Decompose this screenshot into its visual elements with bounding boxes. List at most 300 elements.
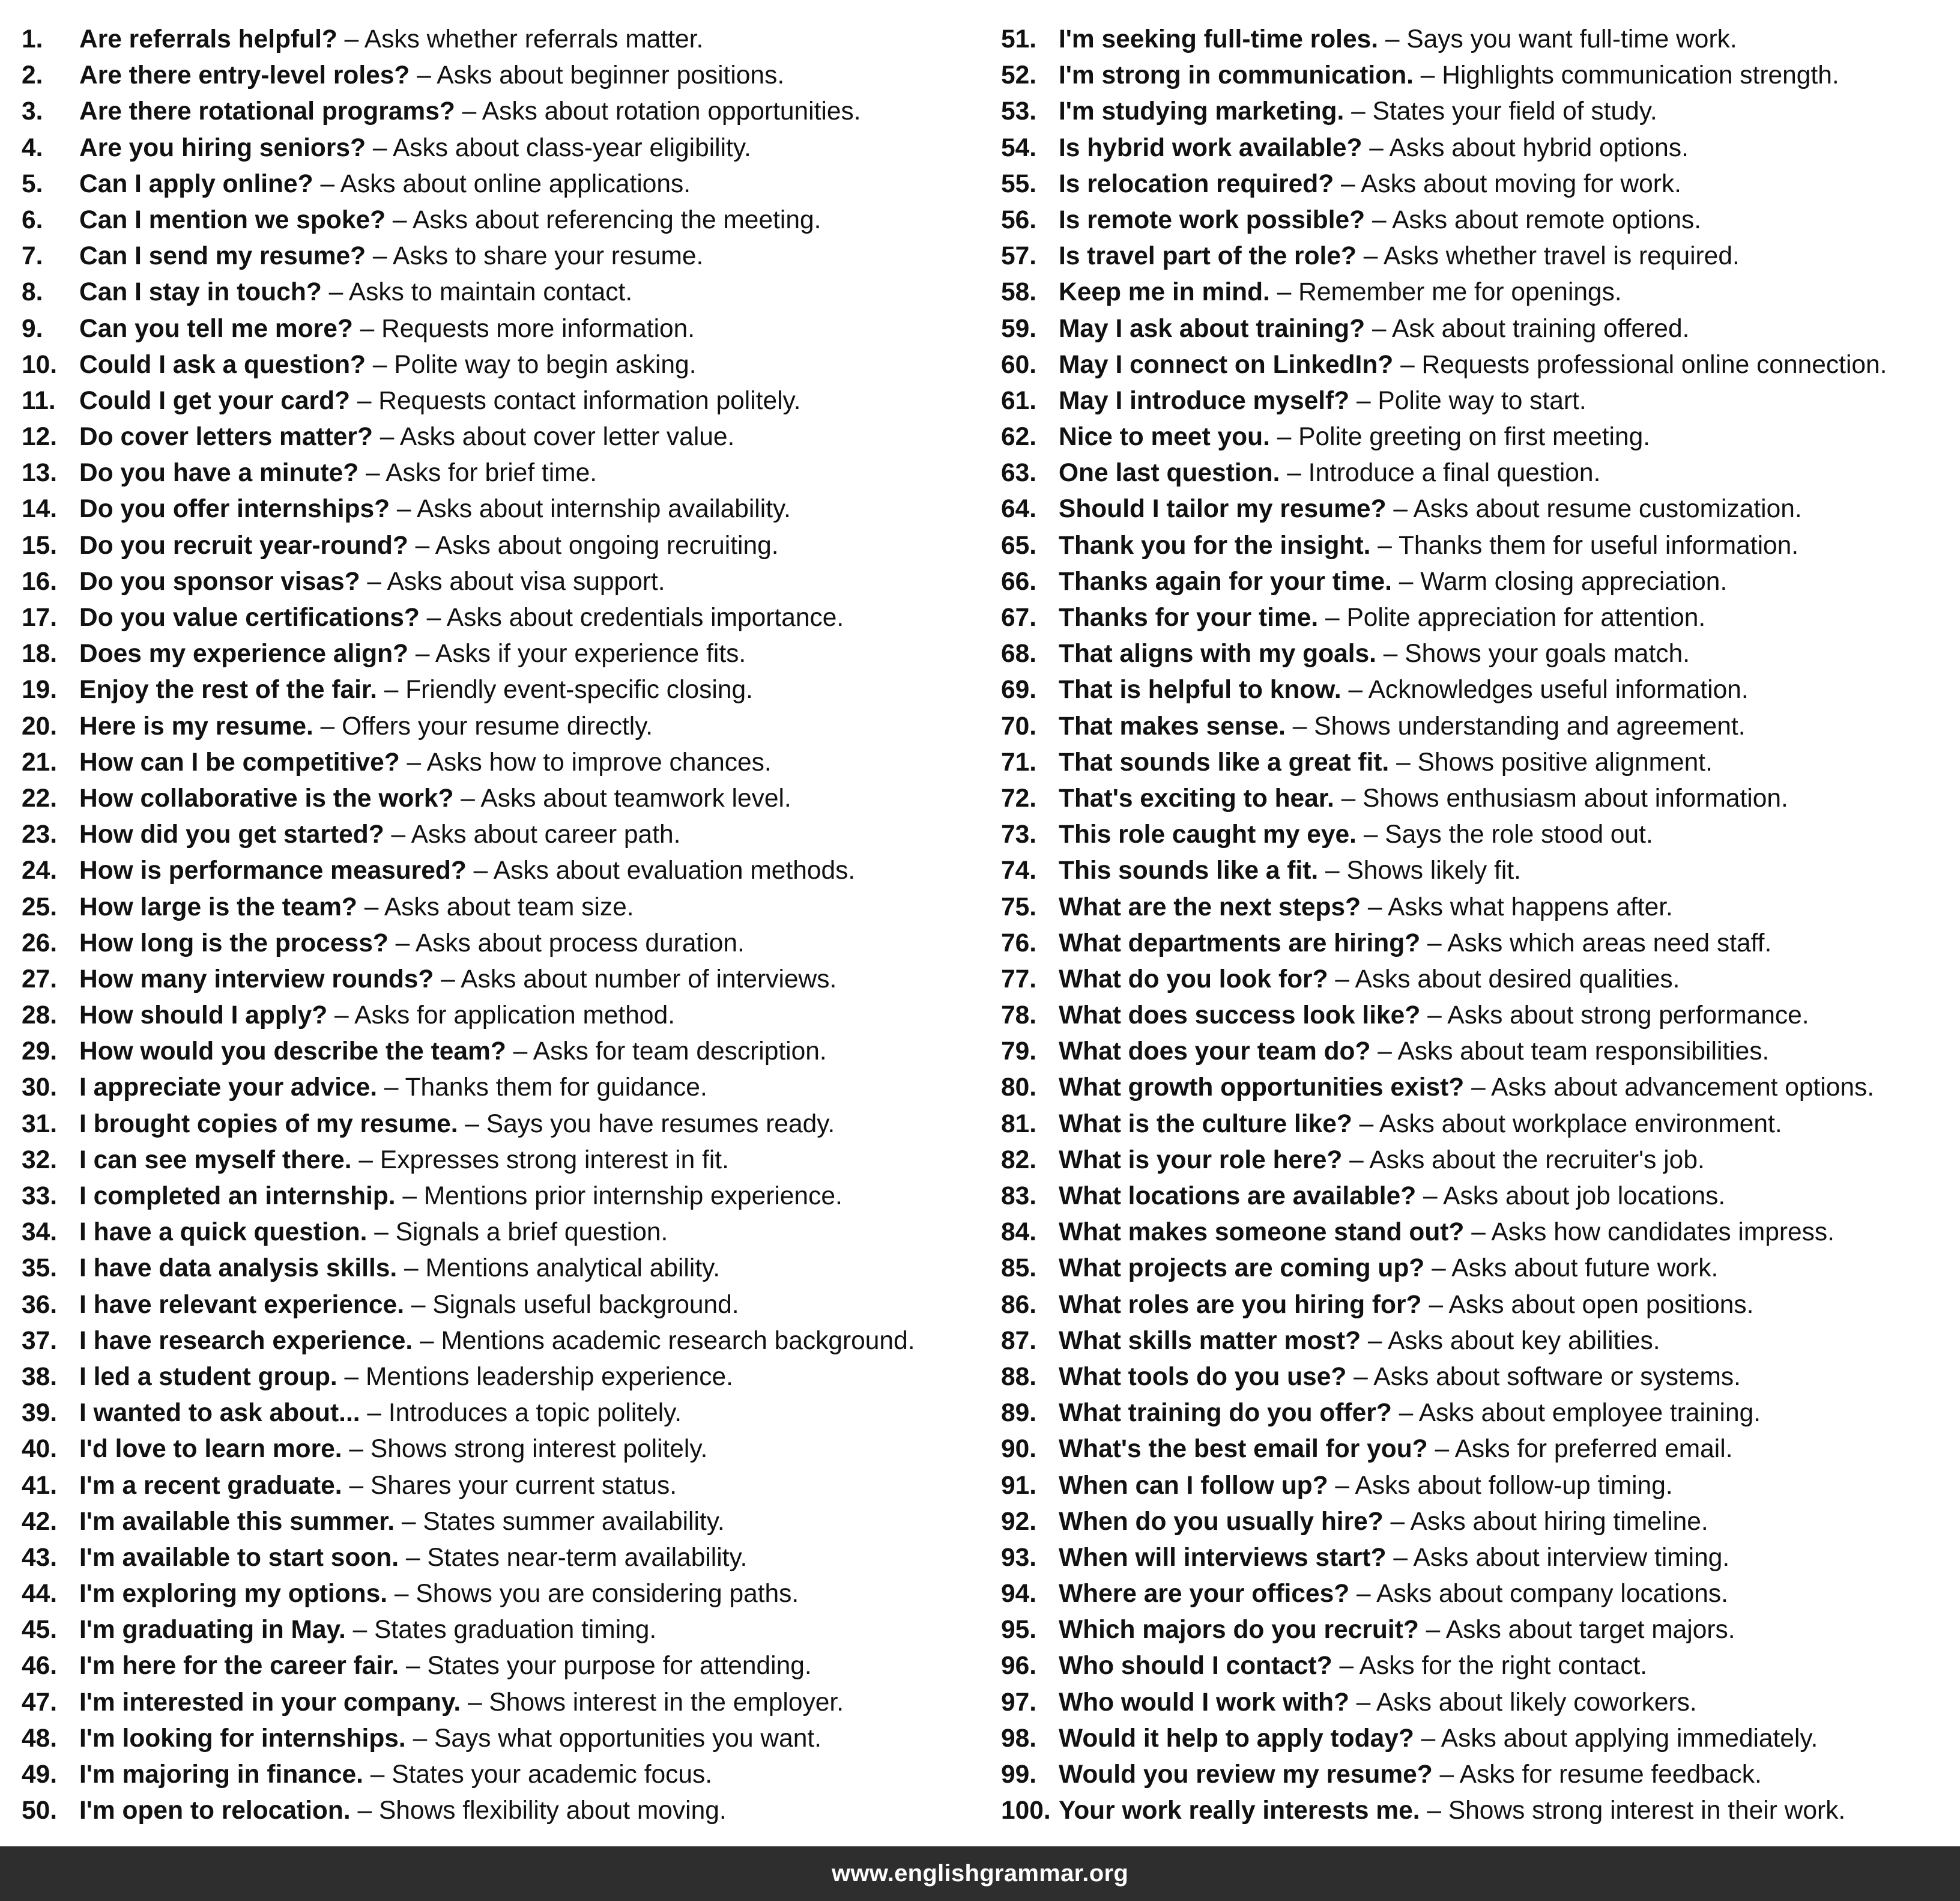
- item-separator: –: [1356, 1688, 1371, 1717]
- item-number: 70.: [1001, 712, 1037, 741]
- item-phrase: I appreciate your advice.: [79, 1073, 378, 1102]
- item-text: [79, 347, 697, 383]
- item-number: 1.: [22, 25, 43, 53]
- item-number: 5.: [22, 169, 43, 198]
- item-separator: –: [372, 350, 387, 379]
- list-item: [22, 1106, 976, 1142]
- item-description: Asks about remote options.: [1392, 205, 1702, 234]
- item-description: Asks about internship availability.: [417, 495, 791, 524]
- item-description: Requests professional online connection.: [1421, 350, 1887, 379]
- list-item: [1001, 1685, 1950, 1721]
- item-phrase: I'm exploring my options.: [79, 1580, 388, 1608]
- item-phrase: Which majors do you recruit?: [1059, 1616, 1419, 1645]
- item-phrase: Are there rotational programs?: [79, 97, 455, 126]
- item-text: [79, 1685, 844, 1721]
- item-phrase: Is travel part of the role?: [1059, 242, 1357, 271]
- item-separator: –: [465, 1109, 479, 1138]
- item-separator: –: [462, 97, 477, 126]
- item-number: 51.: [1001, 25, 1037, 53]
- item-text: [1059, 347, 1887, 383]
- list-item: [22, 528, 976, 564]
- item-separator: –: [367, 567, 382, 596]
- item-text: [79, 455, 597, 491]
- item-phrase: What is the culture like?: [1059, 1109, 1352, 1138]
- item-number: 87.: [1001, 1326, 1037, 1355]
- item-separator: –: [467, 1688, 482, 1717]
- list-item: [22, 890, 976, 926]
- item-number: 30.: [22, 1073, 58, 1102]
- item-separator: –: [415, 531, 430, 560]
- item-phrase: I'm interested in your company.: [79, 1688, 461, 1717]
- item-text: [1059, 1359, 1741, 1395]
- list-item: [22, 817, 976, 853]
- item-separator: –: [1423, 1182, 1438, 1210]
- item-phrase: Would you review my resume?: [1059, 1760, 1433, 1789]
- item-phrase: Do cover letters matter?: [79, 423, 373, 452]
- item-description: Asks about advancement options.: [1491, 1073, 1875, 1102]
- item-separator: –: [1359, 1109, 1374, 1138]
- item-separator: –: [513, 1037, 528, 1066]
- item-separator: –: [1429, 1290, 1443, 1319]
- item-text: [1059, 962, 1680, 998]
- list-item: [1001, 383, 1950, 419]
- list-item: [22, 1287, 976, 1323]
- item-separator: –: [372, 242, 387, 271]
- item-text: [79, 890, 634, 926]
- item-number: 65.: [1001, 531, 1037, 560]
- item-phrase: Would it help to apply today?: [1059, 1724, 1414, 1753]
- item-separator: –: [344, 1362, 359, 1391]
- item-separator: –: [1325, 604, 1340, 632]
- item-description: Asks for preferred email.: [1454, 1435, 1733, 1464]
- item-phrase: Thanks again for your time.: [1059, 567, 1392, 596]
- footer-url[interactable]: www.englishgrammar.org: [831, 1860, 1129, 1887]
- item-text: [79, 1323, 915, 1359]
- item-separator: –: [358, 1145, 374, 1174]
- item-number: 90.: [1001, 1435, 1037, 1464]
- item-number: 60.: [1001, 350, 1037, 379]
- item-description: Friendly event-specific closing.: [405, 676, 753, 705]
- item-number: 47.: [22, 1688, 58, 1717]
- list-item: [22, 600, 976, 636]
- list-item: [22, 1070, 976, 1106]
- item-separator: –: [1351, 97, 1366, 126]
- item-description: Asks about credentials importance.: [446, 604, 844, 632]
- item-description: Asks about number of interviews.: [461, 965, 837, 993]
- item-description: Shows likely fit.: [1346, 857, 1521, 885]
- item-description: States graduation timing.: [374, 1616, 657, 1645]
- item-text: [79, 853, 855, 889]
- item-text: [79, 1540, 747, 1576]
- item-text: [79, 1468, 677, 1504]
- item-description: Shows strong interest politely.: [370, 1435, 708, 1464]
- item-phrase: Do you sponsor visas?: [79, 567, 360, 596]
- list-item: [1001, 22, 1950, 58]
- list-item: [22, 274, 976, 311]
- item-number: 46.: [22, 1652, 58, 1681]
- item-phrase: May I ask about training?: [1059, 314, 1366, 343]
- list-item: [22, 1793, 976, 1829]
- item-separator: –: [411, 1290, 426, 1319]
- item-description: Asks about teamwork level.: [480, 784, 791, 813]
- item-phrase: One last question.: [1059, 459, 1280, 488]
- item-separator: –: [1435, 1435, 1450, 1464]
- item-number: 95.: [1001, 1616, 1037, 1645]
- item-number: 59.: [1001, 314, 1037, 343]
- item-description: Asks about strong performance.: [1447, 1001, 1809, 1030]
- list-item: [1001, 1251, 1950, 1287]
- list-item: [22, 1721, 976, 1757]
- item-description: Shows understanding and agreement.: [1314, 712, 1746, 741]
- item-description: Asks about software or systems.: [1373, 1362, 1741, 1391]
- item-number: 52.: [1001, 61, 1037, 90]
- item-number: 88.: [1001, 1362, 1037, 1391]
- item-number: 22.: [22, 784, 58, 813]
- list-item: [22, 1214, 976, 1251]
- item-separator: –: [1420, 61, 1435, 90]
- item-phrase: When do you usually hire?: [1059, 1507, 1384, 1536]
- item-text: [1059, 1504, 1708, 1540]
- item-separator: –: [391, 820, 406, 849]
- item-phrase: Can I send my resume?: [79, 242, 366, 271]
- list-item: [1001, 998, 1950, 1034]
- item-phrase: I'm a recent graduate.: [79, 1471, 342, 1500]
- item-phrase: Your work really interests me.: [1059, 1796, 1420, 1825]
- item-phrase: Should I tailor my resume?: [1059, 495, 1387, 524]
- item-separator: –: [473, 857, 488, 885]
- item-number: 80.: [1001, 1073, 1037, 1102]
- item-phrase: I'm seeking full-time roles.: [1059, 25, 1379, 53]
- item-text: [1059, 1323, 1660, 1359]
- item-number: 35.: [22, 1254, 58, 1283]
- item-text: [1059, 274, 1622, 311]
- item-number: 18.: [22, 640, 58, 669]
- item-description: Asks about employee training.: [1418, 1399, 1761, 1428]
- item-separator: –: [320, 712, 335, 741]
- item-description: Shows interest in the employer.: [489, 1688, 844, 1717]
- item-text: [1059, 1757, 1762, 1793]
- item-number: 39.: [22, 1399, 58, 1428]
- item-number: 36.: [22, 1290, 58, 1319]
- item-phrase: What growth opportunities exist?: [1059, 1073, 1465, 1102]
- item-number: 71.: [1001, 748, 1037, 777]
- item-text: [1059, 1685, 1697, 1721]
- item-text: [1059, 528, 1798, 564]
- item-phrase: That's exciting to hear.: [1059, 784, 1334, 813]
- item-separator: –: [1396, 748, 1411, 777]
- item-phrase: Who should I contact?: [1059, 1652, 1332, 1681]
- list-item: [22, 998, 976, 1034]
- item-description: Shows you are considering paths.: [416, 1580, 799, 1608]
- item-separator: –: [380, 423, 395, 452]
- list-item: [1001, 1757, 1950, 1793]
- item-description: Asks what happens after.: [1387, 893, 1673, 921]
- item-text: [79, 1251, 720, 1287]
- item-phrase: Do you offer internships?: [79, 495, 390, 524]
- list-item: [1001, 1070, 1950, 1106]
- item-phrase: I have a quick question.: [79, 1218, 368, 1247]
- item-phrase: How is performance measured?: [79, 857, 467, 885]
- list-item: [1001, 1214, 1950, 1251]
- item-number: 42.: [22, 1507, 58, 1536]
- item-description: Thanks them for guidance.: [405, 1073, 707, 1102]
- item-description: Asks about desired qualities.: [1355, 965, 1680, 993]
- item-text: [79, 383, 800, 419]
- item-description: Asks about process duration.: [415, 929, 745, 957]
- item-phrase: Can I mention we spoke?: [79, 205, 386, 234]
- item-text: [79, 1142, 729, 1178]
- item-text: [1059, 1648, 1647, 1684]
- item-phrase: Does my experience align?: [79, 640, 408, 669]
- item-phrase: Is remote work possible?: [1059, 205, 1366, 234]
- item-phrase: I'm available this summer.: [79, 1507, 395, 1536]
- item-description: Asks about career path.: [411, 820, 681, 849]
- item-phrase: How large is the team?: [79, 893, 357, 921]
- item-number: 28.: [22, 1001, 58, 1030]
- item-phrase: Do you value certifications?: [79, 604, 420, 632]
- item-description: Asks to share your resume.: [393, 242, 704, 271]
- item-number: 77.: [1001, 965, 1037, 993]
- item-phrase: Is relocation required?: [1059, 169, 1334, 198]
- list-item: [1001, 528, 1950, 564]
- list-item: [22, 202, 976, 238]
- item-phrase: What is your role here?: [1059, 1145, 1343, 1174]
- item-text: [79, 1721, 821, 1757]
- item-separator: –: [401, 1507, 416, 1536]
- list-item: [22, 311, 976, 347]
- item-number: 32.: [22, 1145, 58, 1174]
- item-description: Asks how to improve chances.: [426, 748, 772, 777]
- item-separator: –: [360, 314, 375, 343]
- item-separator: –: [349, 1435, 364, 1464]
- item-number: 45.: [22, 1616, 58, 1645]
- item-phrase: How collaborative is the work?: [79, 784, 454, 813]
- item-phrase: I'd love to learn more.: [79, 1435, 342, 1464]
- item-text: [79, 998, 675, 1034]
- list-item: [1001, 926, 1950, 962]
- item-text: [79, 274, 632, 311]
- item-phrase: What does success look like?: [1059, 1001, 1421, 1030]
- item-number: 61.: [1001, 386, 1037, 415]
- list-item: [1001, 962, 1950, 998]
- item-number: 54.: [1001, 133, 1037, 162]
- item-number: 67.: [1001, 604, 1037, 632]
- item-separator: –: [1349, 1145, 1364, 1174]
- item-description: Expresses strong interest in fit.: [380, 1145, 729, 1174]
- item-number: 14.: [22, 495, 58, 524]
- list-item: [22, 1251, 976, 1287]
- item-description: Says the role stood out.: [1385, 820, 1653, 849]
- list-item: [1001, 853, 1950, 889]
- item-text: [1059, 1540, 1729, 1576]
- item-text: [1059, 22, 1737, 58]
- item-number: 10.: [22, 350, 58, 379]
- item-text: [1059, 58, 1839, 94]
- item-phrase: Do you recruit year-round?: [79, 531, 408, 560]
- list-item: [1001, 781, 1950, 817]
- item-separator: –: [1369, 133, 1384, 162]
- item-text: [79, 745, 772, 781]
- item-number: 94.: [1001, 1580, 1037, 1608]
- item-description: Asks about evaluation methods.: [493, 857, 856, 885]
- item-text: [79, 564, 665, 600]
- list-item: [1001, 58, 1950, 94]
- item-number: 85.: [1001, 1254, 1037, 1283]
- item-text: [1059, 890, 1673, 926]
- item-phrase: What do you look for?: [1059, 965, 1328, 993]
- item-description: Asks about key abilities.: [1387, 1326, 1660, 1355]
- item-separator: –: [1367, 893, 1382, 921]
- item-phrase: May I introduce myself?: [1059, 386, 1350, 415]
- item-number: 76.: [1001, 929, 1037, 957]
- item-phrase: What tools do you use?: [1059, 1362, 1347, 1391]
- item-description: Introduce a final question.: [1308, 459, 1601, 488]
- item-separator: –: [1335, 965, 1350, 993]
- list-item: [1001, 166, 1950, 202]
- item-number: 49.: [22, 1760, 58, 1789]
- item-phrase: I wanted to ask about...: [79, 1399, 360, 1428]
- item-description: Asks for team description.: [533, 1037, 827, 1066]
- list-item: [22, 781, 976, 817]
- item-phrase: When will interviews start?: [1059, 1543, 1387, 1572]
- item-description: Asks about target majors.: [1445, 1616, 1735, 1645]
- item-number: 81.: [1001, 1109, 1037, 1138]
- item-number: 6.: [22, 205, 43, 234]
- item-phrase: What skills matter most?: [1059, 1326, 1361, 1355]
- item-separator: –: [1340, 169, 1355, 198]
- list-item: [22, 672, 976, 708]
- list-item: [22, 1395, 976, 1431]
- item-separator: –: [1339, 1652, 1354, 1681]
- item-description: Asks about moving for work.: [1361, 169, 1681, 198]
- item-phrase: I brought copies of my resume.: [79, 1109, 458, 1138]
- item-number: 48.: [22, 1724, 58, 1753]
- item-description: Requests more information.: [381, 314, 695, 343]
- item-text: [79, 636, 746, 672]
- list-item: [22, 1757, 976, 1793]
- list-item: [22, 709, 976, 745]
- item-number: 83.: [1001, 1182, 1037, 1210]
- item-phrase: What are the next steps?: [1059, 893, 1361, 921]
- item-separator: –: [1383, 640, 1398, 669]
- item-text: [1059, 1178, 1725, 1214]
- item-separator: –: [1354, 1362, 1368, 1391]
- item-separator: –: [349, 1471, 364, 1500]
- item-number: 57.: [1001, 242, 1037, 271]
- item-description: Remember me for openings.: [1298, 278, 1622, 307]
- item-separator: –: [372, 133, 387, 162]
- item-number: 86.: [1001, 1290, 1037, 1319]
- item-description: Requests contact information politely.: [378, 386, 801, 415]
- item-number: 44.: [22, 1580, 58, 1608]
- list-item: [22, 636, 976, 672]
- list-item: [22, 166, 976, 202]
- item-description: Asks about beginner positions.: [437, 61, 785, 90]
- item-phrase: I'm available to start soon.: [79, 1543, 399, 1572]
- item-description: Ask about training offered.: [1392, 314, 1690, 343]
- item-phrase: What does your team do?: [1059, 1037, 1371, 1066]
- item-number: 2.: [22, 61, 43, 90]
- item-number: 33.: [22, 1182, 58, 1210]
- list-item: [1001, 564, 1950, 600]
- item-number: 34.: [22, 1218, 58, 1247]
- item-number: 55.: [1001, 169, 1037, 198]
- item-phrase: When can I follow up?: [1059, 1471, 1328, 1500]
- item-separator: –: [1277, 278, 1292, 307]
- item-number: 13.: [22, 459, 58, 488]
- list-item: [1001, 1034, 1950, 1070]
- item-description: Asks about workplace environment.: [1379, 1109, 1782, 1138]
- item-separator: –: [357, 1796, 372, 1825]
- item-description: Asks about rotation opportunities.: [482, 97, 861, 126]
- item-separator: –: [367, 1399, 382, 1428]
- item-number: 15.: [22, 531, 58, 560]
- item-number: 63.: [1001, 459, 1037, 488]
- item-description: Asks about job locations.: [1443, 1182, 1726, 1210]
- list-item: [22, 1431, 976, 1467]
- item-number: 41.: [22, 1471, 58, 1500]
- item-separator: –: [1393, 495, 1408, 524]
- item-text: [1059, 130, 1689, 166]
- item-number: 69.: [1001, 676, 1037, 705]
- item-text: [79, 1612, 656, 1648]
- list-item: [22, 22, 976, 58]
- item-number: 20.: [22, 712, 58, 741]
- item-description: States your purpose for attending.: [427, 1652, 812, 1681]
- item-phrase: What's the best email for you?: [1059, 1435, 1428, 1464]
- item-description: Warm closing appreciation.: [1420, 567, 1728, 596]
- item-number: 40.: [22, 1435, 58, 1464]
- list-item: [1001, 1540, 1950, 1576]
- item-number: 73.: [1001, 820, 1037, 849]
- item-text: [79, 166, 691, 202]
- item-phrase: I led a student group.: [79, 1362, 337, 1391]
- item-separator: –: [441, 965, 455, 993]
- item-text: [79, 1106, 835, 1142]
- item-text: [1059, 672, 1749, 708]
- list-item: [22, 1142, 976, 1178]
- item-separator: –: [1363, 242, 1378, 271]
- item-description: Asks for the right contact.: [1359, 1652, 1648, 1681]
- item-text: [79, 926, 745, 962]
- item-separator: –: [1399, 1399, 1414, 1428]
- item-description: States your academic focus.: [392, 1760, 713, 1789]
- item-text: [79, 709, 653, 745]
- item-separator: –: [1427, 1001, 1442, 1030]
- item-separator: –: [1471, 1218, 1486, 1247]
- item-phrase: I have research experience.: [79, 1326, 413, 1355]
- item-number: 26.: [22, 929, 58, 957]
- item-phrase: I'm strong in communication.: [1059, 61, 1414, 90]
- item-separator: –: [1390, 1507, 1405, 1536]
- item-description: Asks about referencing the meeting.: [413, 205, 821, 234]
- item-separator: –: [1325, 857, 1340, 885]
- item-description: States your field of study.: [1372, 97, 1657, 126]
- item-description: Says what opportunities you want.: [434, 1724, 821, 1753]
- item-number: 100.: [1001, 1796, 1051, 1825]
- item-text: [79, 1431, 707, 1467]
- right-column: [1001, 22, 1950, 1829]
- item-number: 72.: [1001, 784, 1037, 813]
- item-phrase: Enjoy the rest of the fair.: [79, 676, 377, 705]
- item-description: Asks about class-year eligibility.: [392, 133, 751, 162]
- item-description: Shows strong interest in their work.: [1448, 1796, 1846, 1825]
- item-separator: –: [328, 278, 343, 307]
- item-text: [79, 419, 734, 455]
- item-description: Asks about team size.: [384, 893, 634, 921]
- item-phrase: I'm looking for internships.: [79, 1724, 406, 1753]
- item-description: Asks about company locations.: [1376, 1580, 1728, 1608]
